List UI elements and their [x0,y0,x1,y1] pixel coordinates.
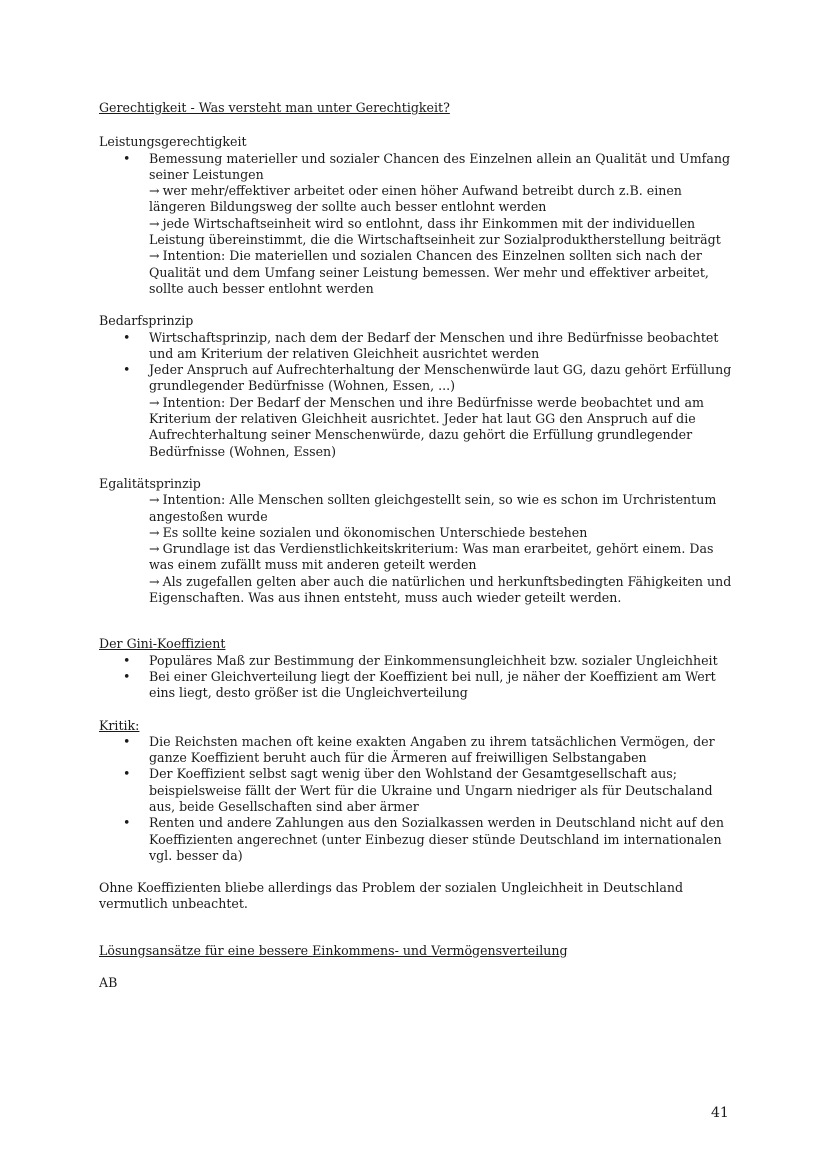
arrow-list [99,492,735,606]
arrow-subpoint: → Intention: Die materiellen und sozialen Chancen des Einzelnen sollten sich nach der Qualität und dem Umfang seiner Leistung bemessen. Wer mehr und effektiver arbeitet, sollte auch besser entlohnt werden [149,248,709,296]
list-item: • Der Koeffizient selbst sagt wenig über den Wohlstand der Gesamtgesellschaft aus; beispielsweise fällt der Wert für die Ukraine und Ungarn niedriger als für Deutschaland aus, beide Gesellschaften sind aber ärmer [99,766,735,815]
section-gini [99,636,735,701]
arrow-subpoint: → Es sollte keine sozialen und ökonomischen Unterschiede bestehen [149,524,588,540]
section-bedarfsprinzip [99,313,735,460]
arrow-right-icon: → [149,541,160,557]
arrow-subpoint: → Intention: Der Bedarf der Menschen und ihre Bedürfnisse werde beobachtet und am Kriterium der relativen Gleichheit ausrichtet. Jeder hat laut GG den Anspruch auf die Aufrechterhaltung seiner Menschenwürde, dazu gehört die Erfüllung grundlegender Bedürfnisse (Wohnen, Essen) [149,394,704,459]
section-heading: Der Gini-Koeffizient [99,636,226,652]
arrow-subpoint: → wer mehr/effektiver arbeitet oder einen höher Aufwand betreibt durch z.B. einen längeren Bildungsweg der sollte auch besser entlohnt werden [149,183,682,215]
arrow-subpoint: → Als zugefallen gelten aber auch die natürlichen und herkunftsbedingten Fähigkeiten und Eigenschaften. Was aus ihnen entsteht, muss auch wieder geteilt werden. [149,573,732,606]
section-label: Bedarfsprinzip [99,313,194,329]
list-item: • Populäres Maß zur Bestimmung der Einkommensungleichheit bzw. sozialer Ungleichheit [99,653,735,669]
page-number: 41 [711,1105,729,1121]
bullet-text: • Wirtschaftsprinzip, nach dem der Bedarf der Menschen und ihre Bedürfnisse beobachtet und am Kriterium der relativen Gleichheit ausrichtet werden [149,329,719,361]
bullet-list [99,653,735,702]
arrow-right-icon: → [149,183,160,199]
section-label: Egalitätsprinzip [99,475,201,491]
list-item: • Renten und andere Zahlungen aus den Sozialkassen werden in Deutschland nicht auf den Koeffizienten angerechnet (unter Einbezug dieser stünde Deutschland im internationalen vgl. besser da) [99,815,735,864]
arrow-right-icon: → [149,492,160,508]
bullet-list [99,734,735,864]
arrow-subpoint: → Intention: Alle Menschen sollten gleichgestellt sein, so wie es schon im Urchristentum angestoßen wurde [149,492,717,524]
arrow-right-icon: → [149,394,160,410]
bullet-text: • Jeder Anspruch auf Aufrechterhaltung der Menschenwürde laut GG, dazu gehört Erfüllung grundlegender Bedürfnisse (Wohnen, Essen, ...) [149,362,732,394]
arrow-right-icon: → [149,573,160,589]
list-item [99,330,735,363]
section-heading: Kritik: [99,717,140,733]
list-item: • Bei einer Gleichverteilung liegt der Koeffizient bei null, je näher der Koeffizient am Wert eins liegt, desto größer ist die Ungleichverteilung [99,669,735,702]
section-kritik [99,718,735,865]
section-egalitaetsprinzip [99,476,735,606]
arrow-subpoint: → Grundlage ist das Verdienstlichkeitskriterium: Was man erarbeitet, gehört einem. Das was einem zufällt muss mit anderen geteilt werden [149,541,714,573]
section-text: AB [99,975,118,991]
list-item [99,151,735,298]
arrow-right-icon: → [149,215,160,231]
conclusion-paragraph: Ohne Koeffizienten bliebe allerdings das Problem der sozialen Ungleichheit in Deutschland vermutlich unbeachtet. [99,880,684,912]
list-item [99,362,735,460]
section-loesungsansaetze [99,943,735,992]
section-heading: Lösungsansätze für eine bessere Einkommens- und Vermögensverteilung [99,942,568,958]
section-label: Leistungsgerechtigkeit [99,134,247,150]
bullet-text: • Bemessung materieller und sozialer Chancen des Einzelnen allein an Qualität und Umfang seiner Leistungen [149,150,731,182]
section-leistungsgerechtigkeit [99,134,735,297]
arrow-subpoint: → jede Wirtschaftseinheit wird so entlohnt, dass ihr Einkommen mit der individuellen Leistung übereinstimmt, die die Wirtschaftseinheit zur Sozialproduktherstellung beiträgt [149,215,721,248]
page-title: Gerechtigkeit - Was versteht man unter Gerechtigkeit? [99,100,450,115]
bullet-list [99,330,735,460]
arrow-right-icon: → [149,248,160,264]
document-body [99,100,735,991]
arrow-right-icon: → [149,524,160,540]
bullet-list [99,151,735,298]
list-item: • Die Reichsten machen oft keine exakten Angaben zu ihrem tatsächlichen Vermögen, der ganze Koeffizient beruht auch für die Ärmeren auf freiwilligen Selbstangaben [99,734,735,767]
